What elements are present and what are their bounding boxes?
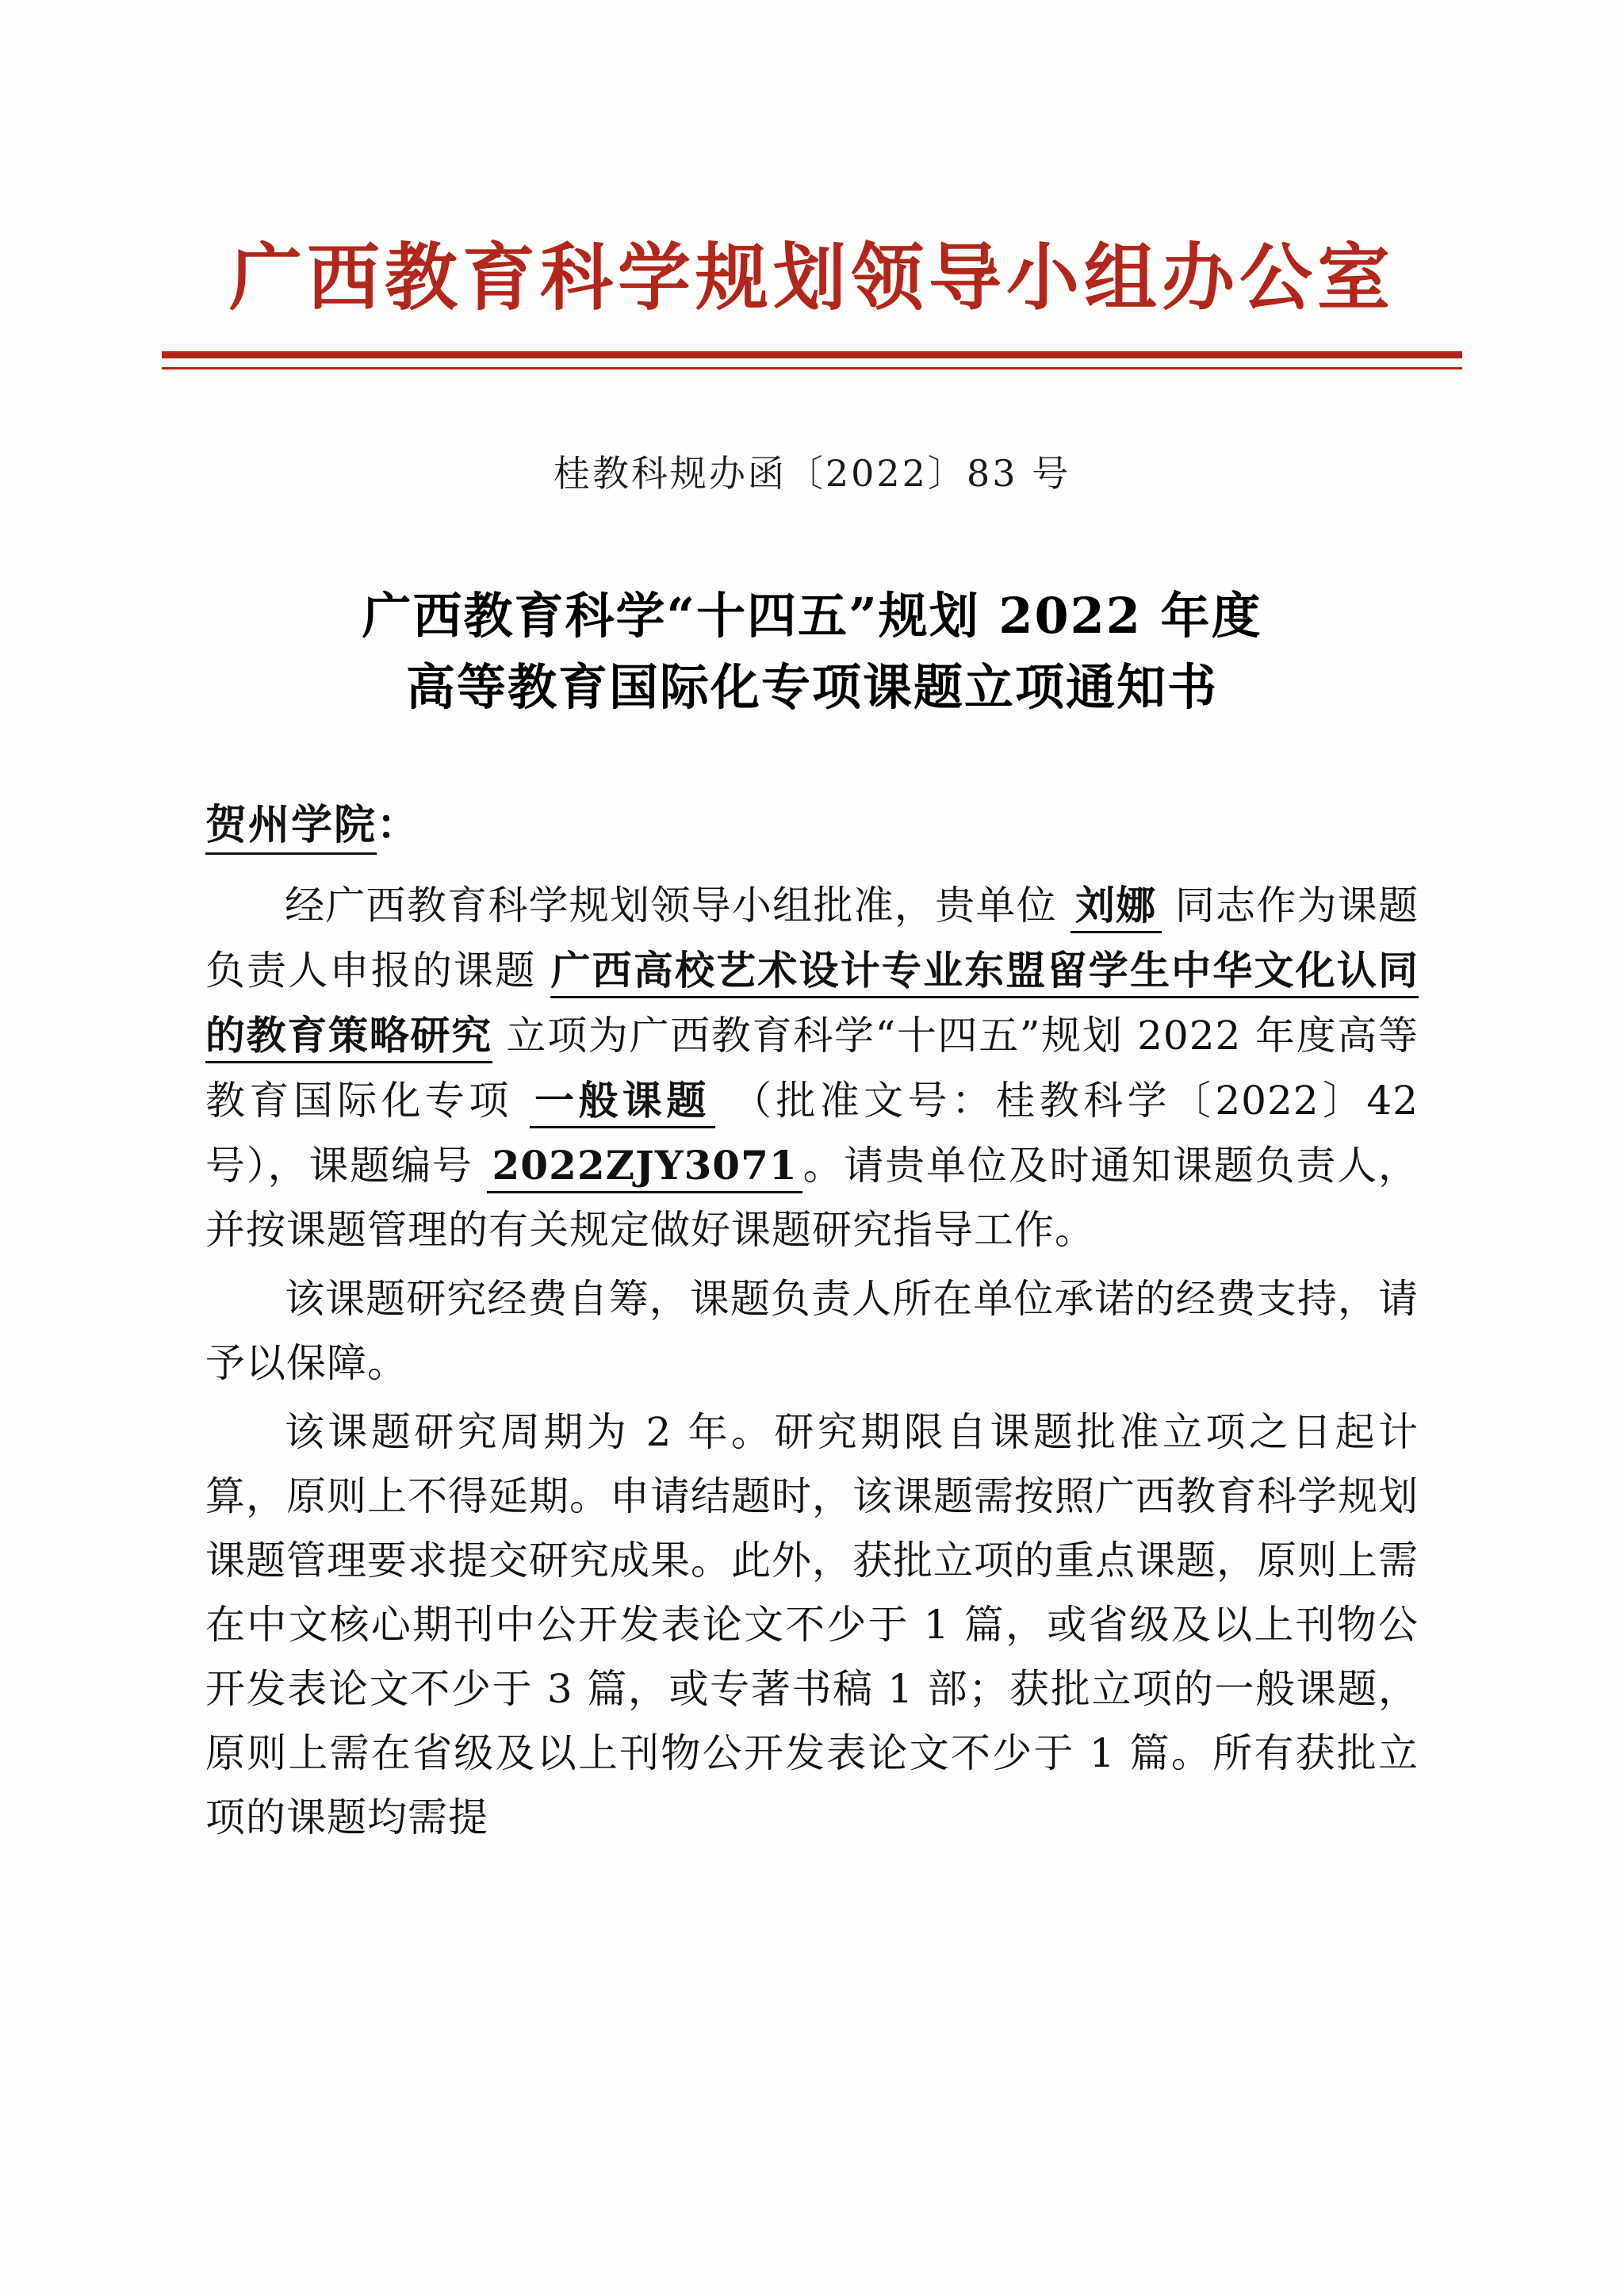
letterhead-rule-thick — [162, 351, 1462, 358]
letterhead-rule-thin — [162, 367, 1462, 370]
field-project-category: 一般课题 — [530, 1077, 715, 1128]
approval-text-4: （批准文号：桂教科学〔2022〕42 号），课题编号 — [205, 1077, 1419, 1189]
paragraph-duration: 该课题研究周期为 2 年。研究期限自课题批准立项之日起计算，原则上不得延期。申请结题时，该课题需按照广西教育科学规划课题管理要求提交研究成果。此外，获批立项的重点课题，原则上需在中文核心期刊中公开发表论文不少于 1 篇，或省级及以上刊物公开发表论文不少于 3 篇，或专著书稿 1 部；获批立项的一般课题，原则上需在省级及以上刊物公开发表论文不少于 1 篇。所有获批立项的课题均需提 — [205, 1408, 1419, 1840]
salutation — [205, 791, 1419, 851]
approval-text-2: 同志作为课题负责人申报的课题 — [205, 882, 1419, 994]
page-title — [0, 580, 1624, 723]
salutation-recipient: 贺州学院 — [205, 801, 377, 855]
issuing-organization: 广西教育科学规划领导小组办公室 — [228, 235, 1395, 320]
page-title-line-2: 高等教育国际化专项课题立项通知书 — [405, 658, 1218, 717]
field-project-leader: 刘娜 — [1071, 882, 1162, 933]
approval-text-5: 。请贵单位及时通知课题负责人，并按课题管理的有关规定做好课题研究指导工作。 — [205, 1142, 1419, 1253]
page-title-line-1: 广西教育科学“十四五”规划 2022 年度 — [362, 587, 1262, 645]
letterhead-rules — [162, 351, 1462, 370]
field-project-title: 广西高校艺术设计专业东盟留学生中华文化认同的教育策略研究 — [205, 947, 1419, 1063]
document-body — [205, 791, 1419, 1850]
document-number: 桂教科规办函〔2022〕83 号 — [553, 452, 1071, 496]
paragraph-funding: 该课题研究经费自筹，课题负责人所在单位承诺的经费支持，请予以保障。 — [205, 1275, 1419, 1386]
letterhead — [0, 235, 1624, 370]
approval-text-1: 经广西教育科学规划领导小组批准，贵单位 — [285, 882, 1057, 929]
salutation-punctuation: ： — [377, 800, 420, 849]
paragraph-approval — [205, 873, 1419, 1262]
approval-text-3: 立项为广西教育科学“十四五”规划 2022 年度高等教育国际化专项 — [205, 1012, 1419, 1124]
field-project-code: 2022ZJY3071 — [487, 1142, 802, 1193]
